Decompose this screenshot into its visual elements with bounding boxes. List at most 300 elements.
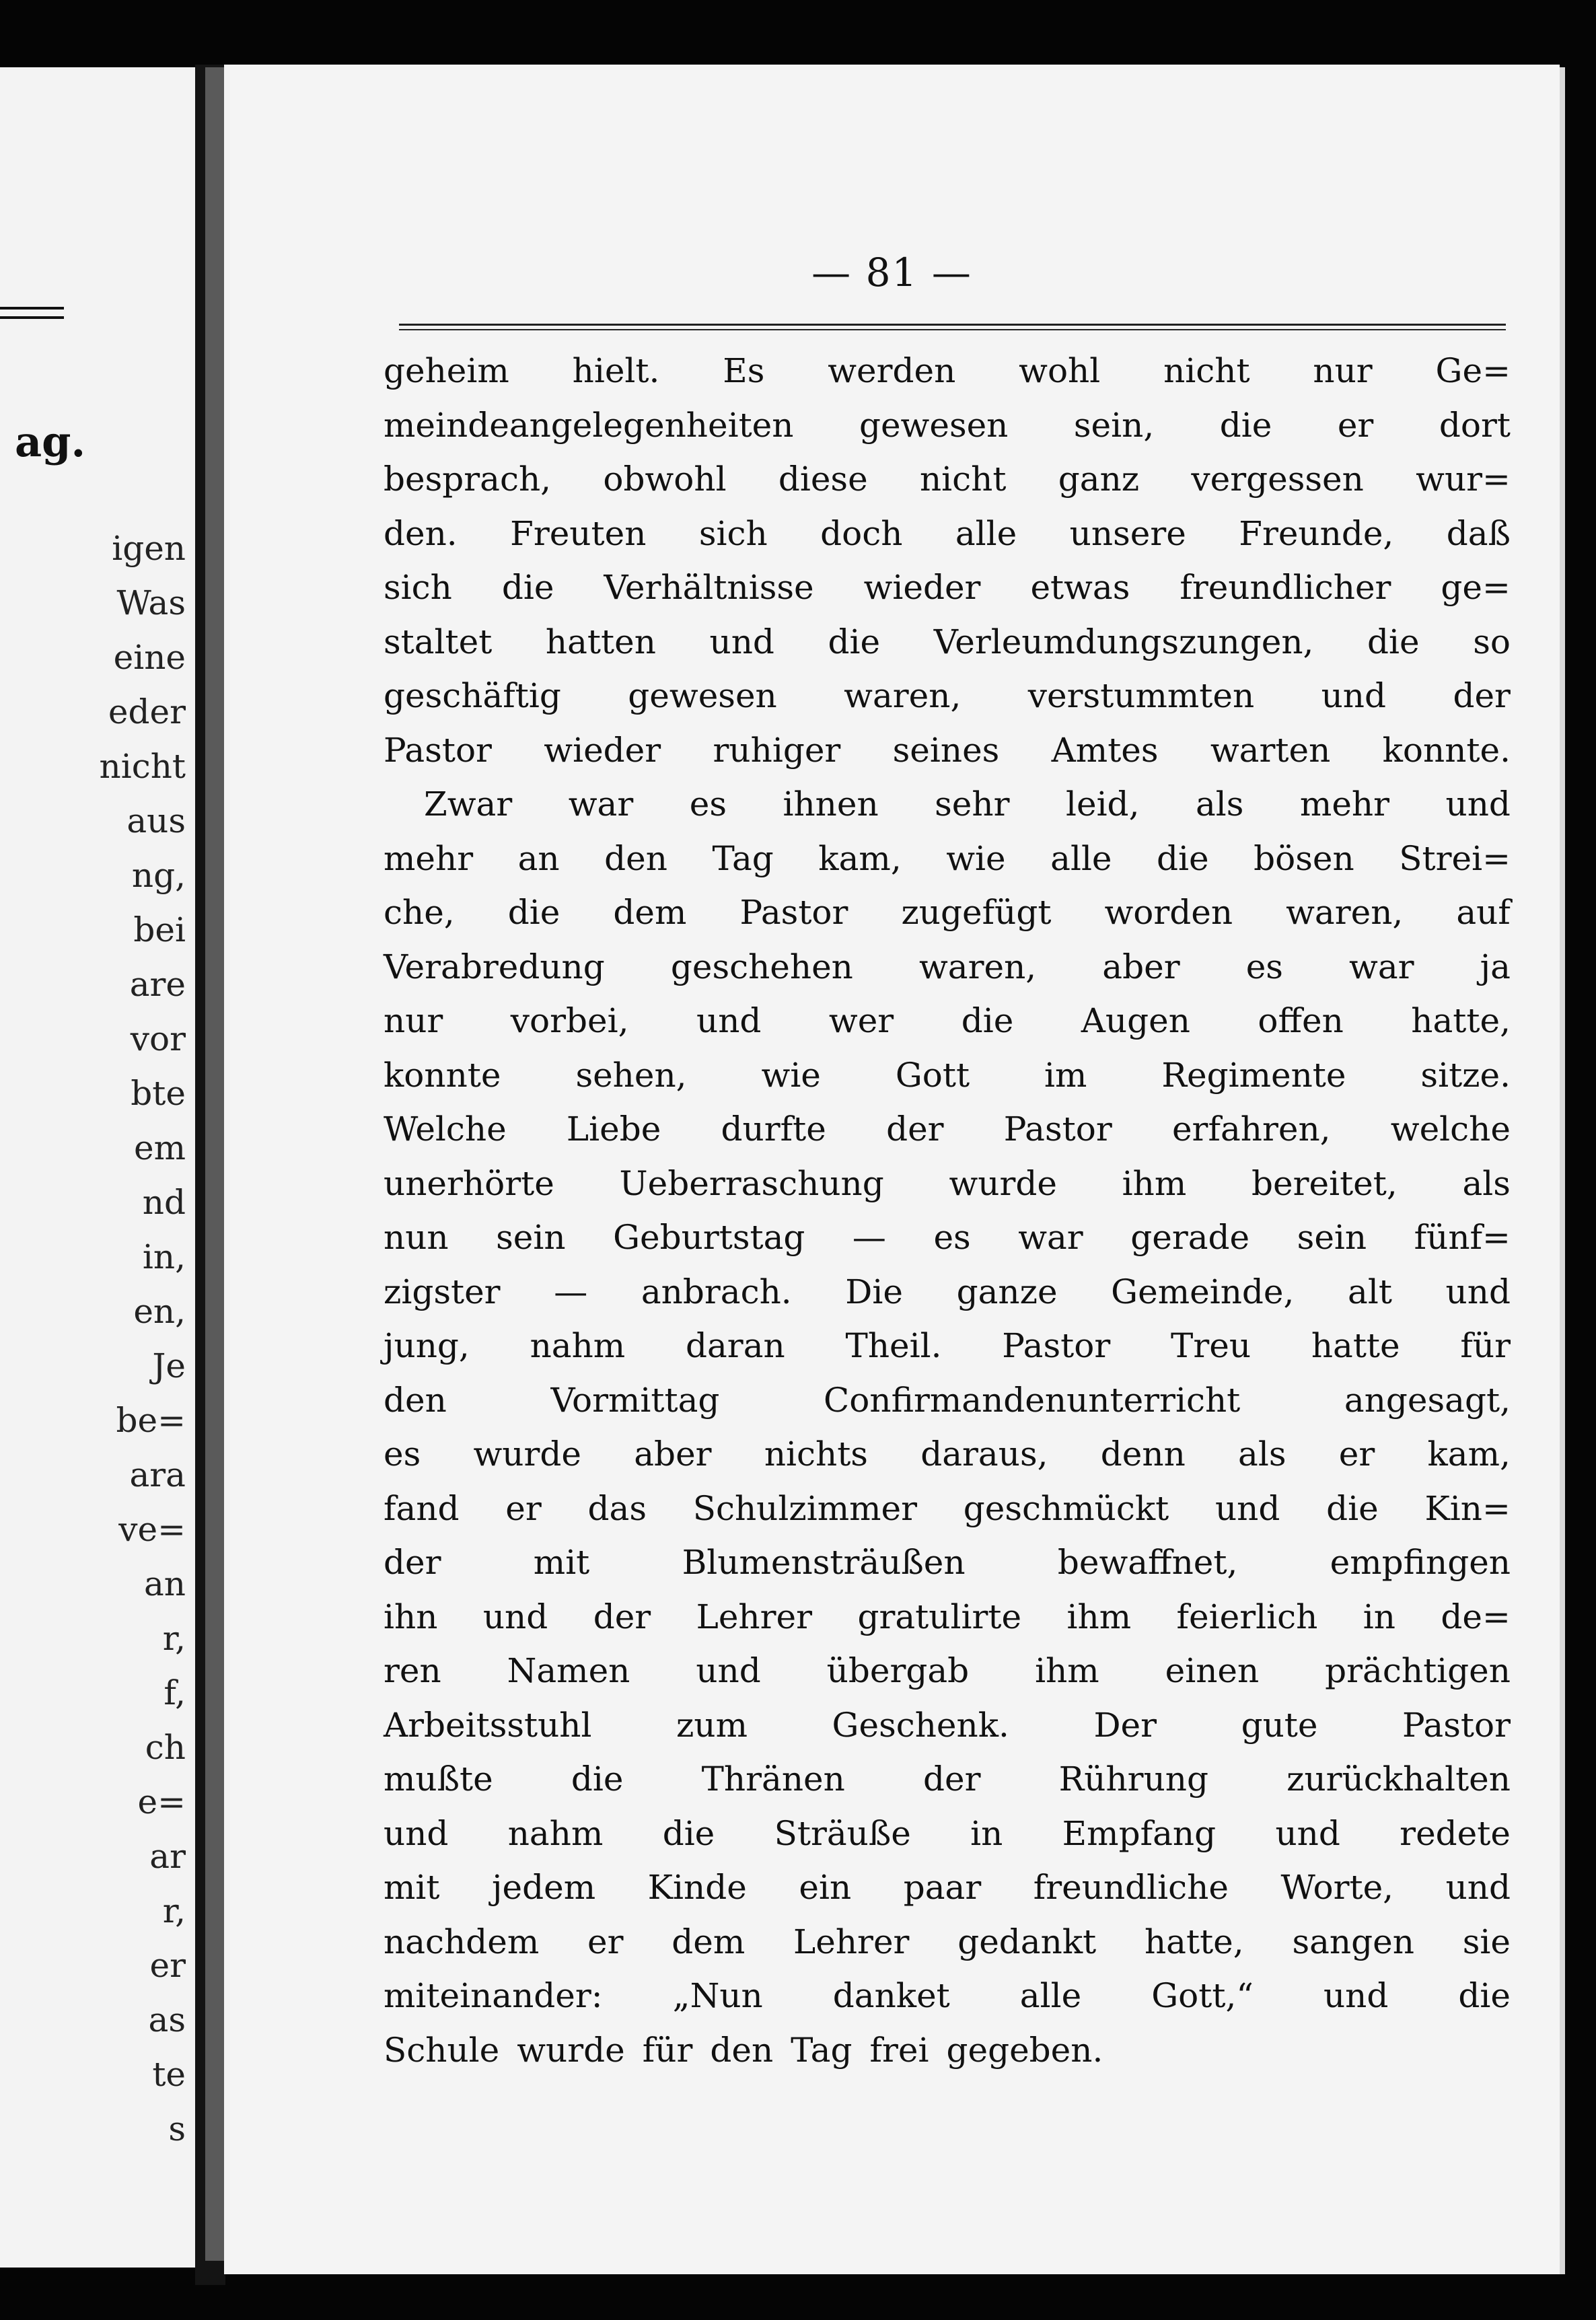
word: gewesen bbox=[859, 405, 1009, 445]
word: Tag bbox=[791, 2030, 853, 2070]
word: Pastor bbox=[1002, 1326, 1111, 1365]
word: und bbox=[696, 1651, 761, 1690]
text-line bbox=[384, 940, 1511, 994]
word: sich bbox=[698, 513, 768, 553]
word: und bbox=[482, 1597, 548, 1636]
word: Kinde bbox=[647, 1868, 747, 1907]
word: daraus, bbox=[920, 1435, 1048, 1474]
word: in bbox=[970, 1813, 1003, 1853]
word: verstummten bbox=[1027, 676, 1255, 715]
word: im bbox=[1044, 1055, 1087, 1095]
left-page-fragment: nicht bbox=[99, 747, 186, 786]
text-line bbox=[384, 1157, 1511, 1211]
word: Lehrer bbox=[793, 1922, 910, 1961]
word: die bbox=[571, 1760, 624, 1799]
page-edge bbox=[1560, 67, 1565, 2274]
word: nur bbox=[384, 1001, 443, 1040]
word: alle bbox=[1050, 838, 1112, 878]
word: ihm bbox=[1066, 1597, 1132, 1636]
word: ein bbox=[799, 1868, 852, 1907]
left-page-fragment: in, bbox=[142, 1237, 186, 1276]
left-page-fragment: en, bbox=[133, 1292, 186, 1331]
text-line bbox=[384, 1535, 1511, 1590]
word: es bbox=[689, 785, 727, 824]
word: — bbox=[554, 1272, 588, 1311]
word: redete bbox=[1400, 1813, 1511, 1853]
word: Augen bbox=[1081, 1001, 1190, 1040]
word: aber bbox=[634, 1435, 712, 1474]
word: er bbox=[505, 1488, 542, 1528]
word: war bbox=[1349, 947, 1414, 986]
word: sein, bbox=[1073, 405, 1155, 445]
word: Kin= bbox=[1424, 1488, 1511, 1528]
text-line bbox=[384, 1644, 1511, 1698]
word: ge= bbox=[1441, 568, 1511, 607]
word: miteinander: bbox=[384, 1976, 603, 2015]
word: den bbox=[384, 1380, 447, 1420]
word: Vormittag bbox=[550, 1380, 720, 1420]
word: Freuten bbox=[510, 513, 647, 553]
word: wohl bbox=[1019, 351, 1101, 390]
word: sein bbox=[1297, 1218, 1367, 1257]
word: geschmückt bbox=[963, 1488, 1169, 1528]
word: konnte bbox=[384, 1055, 501, 1095]
word: gegeben. bbox=[946, 2030, 1103, 2070]
left-page-fragment: em bbox=[133, 1128, 186, 1167]
word: die bbox=[1219, 405, 1272, 445]
left-page-fragment: as bbox=[148, 2000, 186, 2039]
word: ruhiger bbox=[713, 730, 841, 770]
word: konnte. bbox=[1382, 730, 1511, 770]
word: und bbox=[384, 1813, 449, 1853]
word: alle bbox=[955, 513, 1017, 553]
left-page-fragment: eder bbox=[108, 692, 186, 731]
word: freundliche bbox=[1033, 1868, 1229, 1907]
word: unsere bbox=[1069, 513, 1186, 553]
word: und bbox=[1445, 1272, 1511, 1311]
word: war bbox=[568, 785, 634, 824]
word: Strei= bbox=[1399, 838, 1511, 878]
word: feierlich bbox=[1176, 1597, 1318, 1636]
text-line bbox=[384, 1807, 1511, 1861]
word: worden bbox=[1104, 893, 1233, 932]
word: wurde bbox=[473, 1435, 581, 1474]
word: Verabredung bbox=[384, 947, 605, 986]
word: ja bbox=[1480, 947, 1511, 986]
word: diese bbox=[778, 460, 868, 499]
word: einen bbox=[1165, 1651, 1260, 1690]
word: waren, bbox=[844, 676, 962, 715]
word: che, bbox=[384, 893, 455, 932]
word: dort bbox=[1439, 405, 1511, 445]
text-line bbox=[384, 1860, 1511, 1915]
word: bösen bbox=[1254, 838, 1354, 878]
word: die bbox=[501, 568, 554, 607]
word: sein bbox=[496, 1218, 566, 1257]
word: für bbox=[642, 2030, 693, 2070]
word: gerade bbox=[1130, 1218, 1250, 1257]
word: Verhältnisse bbox=[604, 568, 814, 607]
word: wurde bbox=[517, 2030, 625, 2070]
word: seines bbox=[892, 730, 1000, 770]
word: ganze bbox=[956, 1272, 1058, 1311]
word: frei bbox=[869, 2030, 929, 2070]
word: ren bbox=[384, 1651, 441, 1690]
word: daß bbox=[1446, 513, 1511, 553]
word: und bbox=[1445, 785, 1511, 824]
word: die bbox=[1157, 838, 1209, 878]
word: — bbox=[852, 1218, 886, 1257]
word: kam, bbox=[818, 838, 902, 878]
word: der bbox=[384, 1543, 441, 1582]
word: ganz bbox=[1058, 460, 1140, 499]
left-page-fragment: e= bbox=[137, 1782, 186, 1821]
left-page-fragment: be= bbox=[116, 1401, 186, 1440]
word: als bbox=[1462, 1163, 1511, 1203]
left-page-fragment: ar bbox=[149, 1837, 186, 1876]
word: und bbox=[1445, 1868, 1511, 1907]
left-page-fragment: igen bbox=[112, 529, 186, 568]
left-page-fragment: Je bbox=[152, 1346, 186, 1385]
word: die bbox=[961, 1001, 1014, 1040]
word: und bbox=[1323, 1976, 1389, 2015]
word: alle bbox=[1019, 1976, 1082, 2015]
left-page-fragment: er bbox=[149, 1946, 186, 1985]
word: nun bbox=[384, 1218, 449, 1257]
word: Pastor bbox=[1003, 1110, 1112, 1149]
word: Die bbox=[845, 1272, 903, 1311]
word: Ueberraschung bbox=[619, 1163, 884, 1203]
word: den. bbox=[384, 513, 458, 553]
left-facing-page bbox=[0, 67, 195, 2268]
word: wie bbox=[761, 1055, 821, 1095]
word: Confirmandenunterricht bbox=[824, 1380, 1241, 1420]
word: Geschenk. bbox=[832, 1705, 1009, 1745]
text-line bbox=[384, 507, 1511, 561]
word: der bbox=[922, 1760, 981, 1799]
word: Rührung bbox=[1058, 1760, 1208, 1799]
left-page-rule-bottom bbox=[0, 316, 64, 319]
word: gedankt bbox=[957, 1922, 1097, 1961]
word: Pastor bbox=[1402, 1705, 1511, 1745]
word: Geburtstag bbox=[613, 1218, 805, 1257]
text-line bbox=[384, 885, 1511, 940]
word: der bbox=[593, 1597, 651, 1636]
text-line bbox=[384, 1265, 1511, 1319]
word: und bbox=[1275, 1813, 1340, 1853]
word: gute bbox=[1241, 1705, 1318, 1745]
word: so bbox=[1473, 622, 1511, 661]
left-page-fragment: ve= bbox=[118, 1510, 186, 1549]
word: staltet bbox=[384, 622, 493, 661]
word: mit bbox=[384, 1868, 440, 1907]
word: sehr bbox=[935, 785, 1010, 824]
word: war bbox=[1018, 1218, 1083, 1257]
text-line bbox=[384, 1752, 1511, 1807]
word: dem bbox=[672, 1922, 746, 1961]
word: unerhörte bbox=[384, 1163, 554, 1203]
word: wer bbox=[828, 1001, 894, 1040]
word: es bbox=[384, 1435, 421, 1474]
word: wieder bbox=[544, 730, 661, 770]
word: geschehen bbox=[670, 947, 853, 986]
word: anbrach. bbox=[641, 1272, 792, 1311]
word: Liebe bbox=[566, 1110, 661, 1149]
word: ihm bbox=[1035, 1651, 1099, 1690]
text-line bbox=[384, 1915, 1511, 1969]
word: an bbox=[517, 838, 560, 878]
word: freundlicher bbox=[1180, 568, 1391, 607]
word: jedem bbox=[492, 1868, 596, 1907]
word: warten bbox=[1210, 730, 1331, 770]
word: mehr bbox=[1299, 785, 1390, 824]
word: ihnen bbox=[783, 785, 879, 824]
text-line bbox=[384, 669, 1511, 723]
text-line bbox=[384, 1482, 1511, 1536]
word: Schule bbox=[384, 2030, 500, 2070]
word: Empfang bbox=[1062, 1813, 1217, 1853]
word: Welche bbox=[384, 1110, 507, 1149]
word: fand bbox=[384, 1488, 460, 1528]
word: und bbox=[1321, 676, 1387, 715]
left-page-fragment: te bbox=[152, 2055, 186, 2094]
word: Namen bbox=[507, 1651, 630, 1690]
word: daran bbox=[685, 1326, 785, 1365]
word: Ge= bbox=[1435, 351, 1511, 390]
left-page-fragment: aus bbox=[126, 801, 186, 840]
word: paar bbox=[903, 1868, 982, 1907]
word: vorbei, bbox=[510, 1001, 629, 1040]
word: den bbox=[710, 2030, 774, 2070]
left-page-fragment: s bbox=[168, 2109, 186, 2148]
word: sie bbox=[1462, 1922, 1511, 1961]
word: wieder bbox=[863, 568, 981, 607]
word: der bbox=[886, 1110, 944, 1149]
left-page-fragment: bte bbox=[131, 1074, 186, 1113]
word: alt bbox=[1348, 1272, 1392, 1311]
word: die bbox=[828, 622, 881, 661]
word: sehen, bbox=[575, 1055, 687, 1095]
word: zum bbox=[676, 1705, 748, 1745]
word: nicht bbox=[919, 460, 1007, 499]
word: hatte, bbox=[1411, 1001, 1511, 1040]
word: den bbox=[604, 838, 667, 878]
left-page-fragment: an bbox=[143, 1564, 186, 1603]
text-line bbox=[384, 1048, 1511, 1103]
word: gratulirte bbox=[857, 1597, 1022, 1636]
word: Sträuße bbox=[774, 1813, 911, 1853]
word: Regimente bbox=[1161, 1055, 1346, 1095]
word: es bbox=[933, 1218, 971, 1257]
word: wie bbox=[946, 838, 1006, 878]
word: sitze. bbox=[1420, 1055, 1511, 1095]
left-page-fragment: ara bbox=[129, 1455, 186, 1494]
left-page-fragment: r, bbox=[162, 1619, 186, 1658]
word: Gott bbox=[895, 1055, 970, 1095]
word: jung, bbox=[384, 1326, 470, 1365]
word: sich bbox=[384, 568, 452, 607]
word: nichts bbox=[764, 1435, 868, 1474]
text-line bbox=[384, 615, 1511, 669]
word: Pastor bbox=[384, 730, 492, 770]
page-body-text bbox=[384, 344, 1511, 2077]
text-line bbox=[384, 452, 1511, 507]
word: werden bbox=[828, 351, 956, 390]
text-line bbox=[384, 1319, 1511, 1373]
word: er bbox=[587, 1922, 624, 1961]
word: Verleumdungszungen, bbox=[933, 622, 1314, 661]
word: Pastor bbox=[739, 893, 848, 932]
word: prächtigen bbox=[1325, 1651, 1511, 1690]
word: Gott,“ bbox=[1151, 1976, 1254, 2015]
word: die bbox=[1367, 622, 1420, 661]
left-page-fragment: bei bbox=[133, 910, 186, 949]
word: sangen bbox=[1292, 1922, 1414, 1961]
word: Lehrer bbox=[696, 1597, 813, 1636]
word: und bbox=[696, 1001, 762, 1040]
word: Amtes bbox=[1051, 730, 1159, 770]
word: die bbox=[1326, 1488, 1379, 1528]
word: dem bbox=[613, 893, 687, 932]
word: erfahren, bbox=[1171, 1110, 1331, 1149]
word: angesagt, bbox=[1344, 1380, 1511, 1420]
word: und bbox=[1214, 1488, 1280, 1528]
word: mußte bbox=[384, 1760, 493, 1799]
word: besprach, bbox=[384, 460, 552, 499]
word: hatte, bbox=[1144, 1922, 1244, 1961]
word: nahm bbox=[507, 1813, 604, 1853]
word: Zwar bbox=[424, 785, 513, 824]
word: gewesen bbox=[628, 676, 777, 715]
text-line bbox=[384, 344, 1511, 398]
text-line bbox=[384, 1969, 1511, 2023]
text-line bbox=[384, 560, 1511, 615]
word: und bbox=[709, 622, 774, 661]
text-line bbox=[384, 1698, 1511, 1753]
word: kam, bbox=[1427, 1435, 1511, 1474]
word: Gemeinde, bbox=[1111, 1272, 1295, 1311]
word: waren, bbox=[918, 947, 1037, 986]
text-line bbox=[384, 2023, 1511, 2078]
text-line bbox=[384, 1373, 1511, 1428]
word: „Nun bbox=[672, 1976, 763, 2015]
word: wurde bbox=[949, 1163, 1057, 1203]
word: waren, bbox=[1286, 893, 1404, 932]
word: Freunde, bbox=[1239, 513, 1394, 553]
word: er bbox=[1337, 405, 1374, 445]
word: Worte, bbox=[1280, 1868, 1394, 1907]
word: mehr bbox=[384, 838, 474, 878]
gutter-shadow bbox=[205, 67, 224, 2261]
word: offen bbox=[1258, 1001, 1344, 1040]
word: das bbox=[587, 1488, 647, 1528]
word: nahm bbox=[530, 1326, 626, 1365]
word: empfingen bbox=[1330, 1543, 1511, 1582]
left-page-fragment: ng, bbox=[131, 856, 186, 895]
word: ihm bbox=[1122, 1163, 1187, 1203]
word: hatte bbox=[1311, 1326, 1400, 1365]
word: geschäftig bbox=[384, 676, 561, 715]
left-page-fragment: nd bbox=[142, 1183, 186, 1222]
word: als bbox=[1195, 785, 1244, 824]
page-number: — 81 — bbox=[811, 250, 972, 295]
word: die bbox=[507, 893, 560, 932]
left-page-fragment: vor bbox=[130, 1019, 186, 1058]
word: es bbox=[1245, 947, 1283, 986]
word: doch bbox=[820, 513, 903, 553]
word: vergessen bbox=[1191, 460, 1364, 499]
word: etwas bbox=[1030, 568, 1130, 607]
text-line bbox=[384, 1102, 1511, 1157]
word: Theil. bbox=[845, 1326, 942, 1365]
text-line bbox=[384, 398, 1511, 453]
word: denn bbox=[1100, 1435, 1186, 1474]
left-page-fragment: f, bbox=[164, 1673, 186, 1712]
word: ihn bbox=[384, 1597, 438, 1636]
word: hatten bbox=[545, 622, 656, 661]
word: zurückhalten bbox=[1286, 1760, 1511, 1799]
word: Tag bbox=[712, 838, 774, 878]
word: danket bbox=[832, 1976, 950, 2015]
left-page-rule-top bbox=[0, 307, 64, 310]
word: leid, bbox=[1065, 785, 1140, 824]
word: hielt. bbox=[572, 351, 660, 390]
word: Arbeitsstuhl bbox=[384, 1705, 592, 1745]
word: Es bbox=[723, 351, 765, 390]
word: durfte bbox=[721, 1110, 826, 1149]
word: wur= bbox=[1416, 460, 1511, 499]
word: für bbox=[1460, 1326, 1511, 1365]
word: nur bbox=[1313, 351, 1373, 390]
text-line bbox=[384, 994, 1511, 1048]
text-line bbox=[384, 1427, 1511, 1482]
left-page-fragment: eine bbox=[113, 638, 186, 677]
left-page-fragment: r, bbox=[162, 1891, 186, 1930]
word: de= bbox=[1441, 1597, 1511, 1636]
word: nachdem bbox=[384, 1922, 540, 1961]
word: aber bbox=[1102, 947, 1180, 986]
word: bereitet, bbox=[1252, 1163, 1398, 1203]
left-page-fragment: Was bbox=[116, 583, 186, 622]
word: zugefügt bbox=[901, 893, 1052, 932]
header-rule bbox=[399, 324, 1506, 330]
word: der bbox=[1453, 676, 1511, 715]
text-line bbox=[384, 832, 1511, 886]
word: die bbox=[1458, 1976, 1511, 2015]
word: obwohl bbox=[603, 460, 727, 499]
word: in bbox=[1363, 1597, 1395, 1636]
left-page-heading-fragment: ag. bbox=[15, 417, 86, 466]
word: er bbox=[1338, 1435, 1375, 1474]
left-page-fragment: ch bbox=[145, 1728, 186, 1767]
text-line bbox=[384, 1590, 1511, 1644]
word: meindeangelegenheiten bbox=[384, 405, 794, 445]
text-line bbox=[384, 1210, 1511, 1265]
word: übergab bbox=[826, 1651, 970, 1690]
word: nicht bbox=[1163, 351, 1250, 390]
word: Blumensträußen bbox=[682, 1543, 966, 1582]
word: die bbox=[662, 1813, 715, 1853]
word: geheim bbox=[384, 351, 509, 390]
word: Thränen bbox=[701, 1760, 845, 1799]
word: Treu bbox=[1171, 1326, 1252, 1365]
word: bewaffnet, bbox=[1057, 1543, 1238, 1582]
word: zigster bbox=[384, 1272, 501, 1311]
word: Der bbox=[1093, 1705, 1157, 1745]
word: auf bbox=[1456, 893, 1511, 932]
word: fünf= bbox=[1414, 1218, 1511, 1257]
text-line bbox=[384, 777, 1511, 832]
